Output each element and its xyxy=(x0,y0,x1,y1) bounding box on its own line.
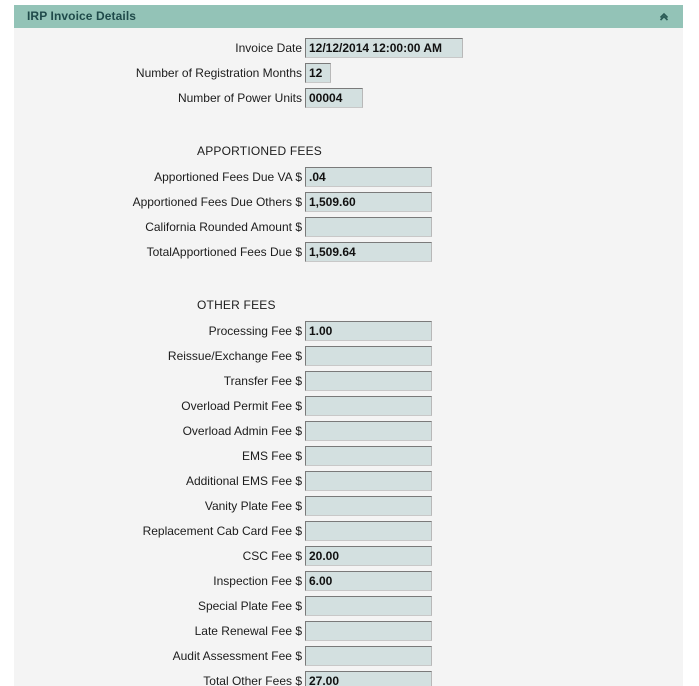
form-row-replacement-cab-card-fee xyxy=(14,521,683,546)
form-row-total-other-fees xyxy=(14,671,683,686)
field-special-plate-fee[interactable] xyxy=(305,596,432,616)
field-registration-months[interactable]: 12 xyxy=(305,63,331,83)
field-power-units[interactable]: 00004 xyxy=(305,88,363,108)
label-processing-fee: Processing Fee $ xyxy=(208,324,302,338)
form-row-overload-admin-fee xyxy=(14,421,683,446)
field-total-apportioned-fees-due[interactable]: 1,509.64 xyxy=(305,242,432,262)
field-total-other-fees[interactable]: 27.00 xyxy=(305,671,432,686)
field-late-renewal-fee[interactable] xyxy=(305,621,432,641)
field-vanity-plate-fee[interactable] xyxy=(305,496,432,516)
panel-header xyxy=(14,5,683,28)
field-overload-admin-fee[interactable] xyxy=(305,421,432,441)
field-audit-assessment-fee[interactable] xyxy=(305,646,432,666)
form-row-vanity-plate-fee xyxy=(14,496,683,521)
spacer xyxy=(14,113,683,142)
label-transfer-fee: Transfer Fee $ xyxy=(223,374,302,388)
form-row-processing-fee xyxy=(14,321,683,346)
label-audit-assessment-fee: Audit Assessment Fee $ xyxy=(172,649,302,663)
form-row-apportioned-fees-va xyxy=(14,167,683,192)
field-inspection-fee[interactable]: 6.00 xyxy=(305,571,432,591)
panel-title: IRP Invoice Details xyxy=(27,9,137,23)
form-row-special-plate-fee xyxy=(14,596,683,621)
field-apportioned-fees-va[interactable]: .04 xyxy=(305,167,432,187)
section-heading-text: APPORTIONED FEES xyxy=(197,144,323,158)
label-reissue-exchange-fee: Reissue/Exchange Fee $ xyxy=(167,349,302,363)
field-ems-fee[interactable] xyxy=(305,446,432,466)
section-heading-other-fees xyxy=(14,296,683,321)
label-late-renewal-fee: Late Renewal Fee $ xyxy=(194,624,302,638)
form-row-audit-assessment-fee xyxy=(14,646,683,671)
form-row-power-units xyxy=(14,88,683,113)
form-row-ems-fee xyxy=(14,446,683,471)
form-row-late-renewal-fee xyxy=(14,621,683,646)
label-csc-fee: CSC Fee $ xyxy=(242,549,302,563)
field-processing-fee[interactable]: 1.00 xyxy=(305,321,432,341)
label-california-rounded-amount: California Rounded Amount $ xyxy=(145,220,302,234)
label-total-apportioned-fees-due: TotalApportioned Fees Due $ xyxy=(146,245,302,259)
field-overload-permit-fee[interactable] xyxy=(305,396,432,416)
form-row-csc-fee xyxy=(14,546,683,571)
form-row-invoice-date xyxy=(14,38,683,63)
form-row-registration-months xyxy=(14,63,683,88)
form-row-additional-ems-fee xyxy=(14,471,683,496)
label-inspection-fee: Inspection Fee $ xyxy=(213,574,302,588)
form-row-total-apportioned-fees-due xyxy=(14,242,683,267)
label-replacement-cab-card-fee: Replacement Cab Card Fee $ xyxy=(142,524,302,538)
invoice-form-body xyxy=(14,28,683,686)
field-apportioned-fees-others[interactable]: 1,509.60 xyxy=(305,192,432,212)
spacer xyxy=(14,28,683,38)
field-additional-ems-fee[interactable] xyxy=(305,471,432,491)
label-overload-permit-fee: Overload Permit Fee $ xyxy=(181,399,302,413)
label-power-units: Number of Power Units xyxy=(177,91,302,105)
label-invoice-date: Invoice Date xyxy=(235,41,302,55)
field-csc-fee[interactable]: 20.00 xyxy=(305,546,432,566)
field-replacement-cab-card-fee[interactable] xyxy=(305,521,432,541)
form-row-apportioned-fees-others xyxy=(14,192,683,217)
label-ems-fee: EMS Fee $ xyxy=(241,449,302,463)
label-apportioned-fees-va: Apportioned Fees Due VA $ xyxy=(154,170,302,184)
form-row-reissue-exchange-fee xyxy=(14,346,683,371)
label-total-other-fees: Total Other Fees $ xyxy=(203,674,302,686)
label-additional-ems-fee: Additional EMS Fee $ xyxy=(185,474,302,488)
label-registration-months: Number of Registration Months xyxy=(135,66,302,80)
field-reissue-exchange-fee[interactable] xyxy=(305,346,432,366)
section-heading-text: OTHER FEES xyxy=(197,298,276,312)
spacer xyxy=(14,267,683,296)
field-transfer-fee[interactable] xyxy=(305,371,432,391)
label-special-plate-fee: Special Plate Fee $ xyxy=(197,599,302,613)
form-row-california-rounded-amount xyxy=(14,217,683,242)
form-row-overload-permit-fee xyxy=(14,396,683,421)
form-row-transfer-fee xyxy=(14,371,683,396)
section-heading-apportioned-fees xyxy=(14,142,683,167)
label-apportioned-fees-others: Apportioned Fees Due Others $ xyxy=(132,195,302,209)
label-vanity-plate-fee: Vanity Plate Fee $ xyxy=(204,499,302,513)
label-overload-admin-fee: Overload Admin Fee $ xyxy=(182,424,302,438)
field-california-rounded-amount[interactable] xyxy=(305,217,432,237)
chevron-up-icon[interactable] xyxy=(657,8,671,24)
field-invoice-date[interactable]: 12/12/2014 12:00:00 AM xyxy=(305,38,463,58)
form-row-inspection-fee xyxy=(14,571,683,596)
